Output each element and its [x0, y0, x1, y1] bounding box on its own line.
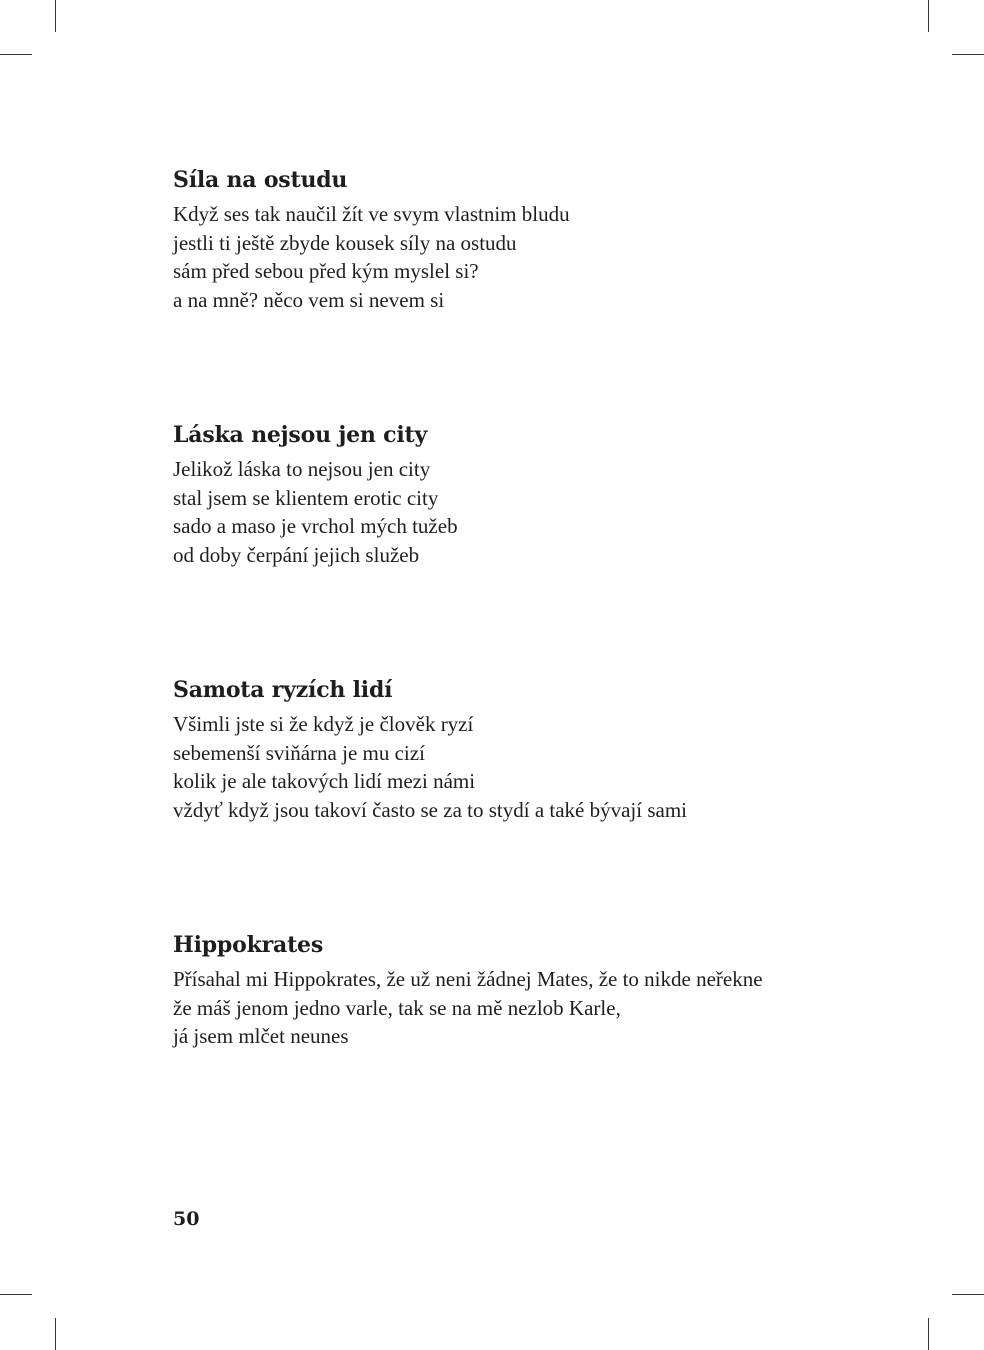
page-number: 50: [173, 1208, 200, 1230]
poem-title: Síla na ostudu: [173, 167, 348, 193]
poem-lines: [173, 965, 873, 1051]
poem-line: jestli ti ještě zbyde kousek síly na ostudu: [173, 230, 517, 255]
crop-mark-bottom-right-vertical: [928, 1318, 929, 1350]
poem-line: já jsem mlčet neunes: [173, 1024, 349, 1048]
poem-line: stal jsem se klientem erotic city: [173, 485, 439, 510]
poem-lines: [173, 200, 873, 314]
poem-line: a na mně? něco vem si nevem si: [173, 287, 445, 312]
poem-title: Láska nejsou jen city: [173, 422, 428, 448]
poem-lines: [173, 710, 873, 824]
crop-mark-bottom-left-horizontal: [0, 1294, 32, 1295]
poem-line: Když ses tak naučil žít ve svym vlastnim bludu: [173, 202, 570, 226]
poem-line: že máš jenom jedno varle, tak se na mě nezlob Karle,: [173, 995, 621, 1020]
crop-mark-bottom-left-vertical: [55, 1318, 56, 1350]
crop-mark-top-left-vertical: [55, 0, 56, 32]
poem-line: vždyť když jsou takoví často se za to stydí a také bývají sami: [173, 797, 688, 822]
poem-line: kolik je ale takových lidí mezi námi: [173, 769, 476, 793]
poem-line: od doby čerpání jejich služeb: [173, 542, 420, 567]
crop-mark-bottom-right-horizontal: [952, 1294, 984, 1295]
poem-sila-na-ostudu: [173, 166, 873, 314]
poem-line: Všimli jste si že když je člověk ryzí: [173, 712, 474, 736]
poem-title: Samota ryzích lidí: [173, 677, 393, 703]
poem-laska-nejsou-jen-city: [173, 421, 873, 569]
poem-line: sám před sebou před kým myslel si?: [173, 259, 479, 283]
crop-mark-top-left-horizontal: [0, 54, 32, 55]
crop-mark-top-right-horizontal: [952, 54, 984, 55]
poem-lines: [173, 455, 873, 569]
poem-line: sebemenší sviňárna je mu cizí: [173, 740, 425, 765]
poem-line: Jelikož láska to nejsou jen city: [173, 457, 431, 481]
crop-mark-top-right-vertical: [928, 0, 929, 32]
poem-hippokrates: [173, 931, 873, 1051]
poem-title: Hippokrates: [173, 932, 324, 958]
poem-samota-ryzich-lidi: [173, 676, 873, 824]
poem-line: sado a maso je vrchol mých tužeb: [173, 514, 458, 538]
poem-line: Přísahal mi Hippokrates, že už neni žádnej Mates, že to nikde neřekne: [173, 967, 763, 991]
